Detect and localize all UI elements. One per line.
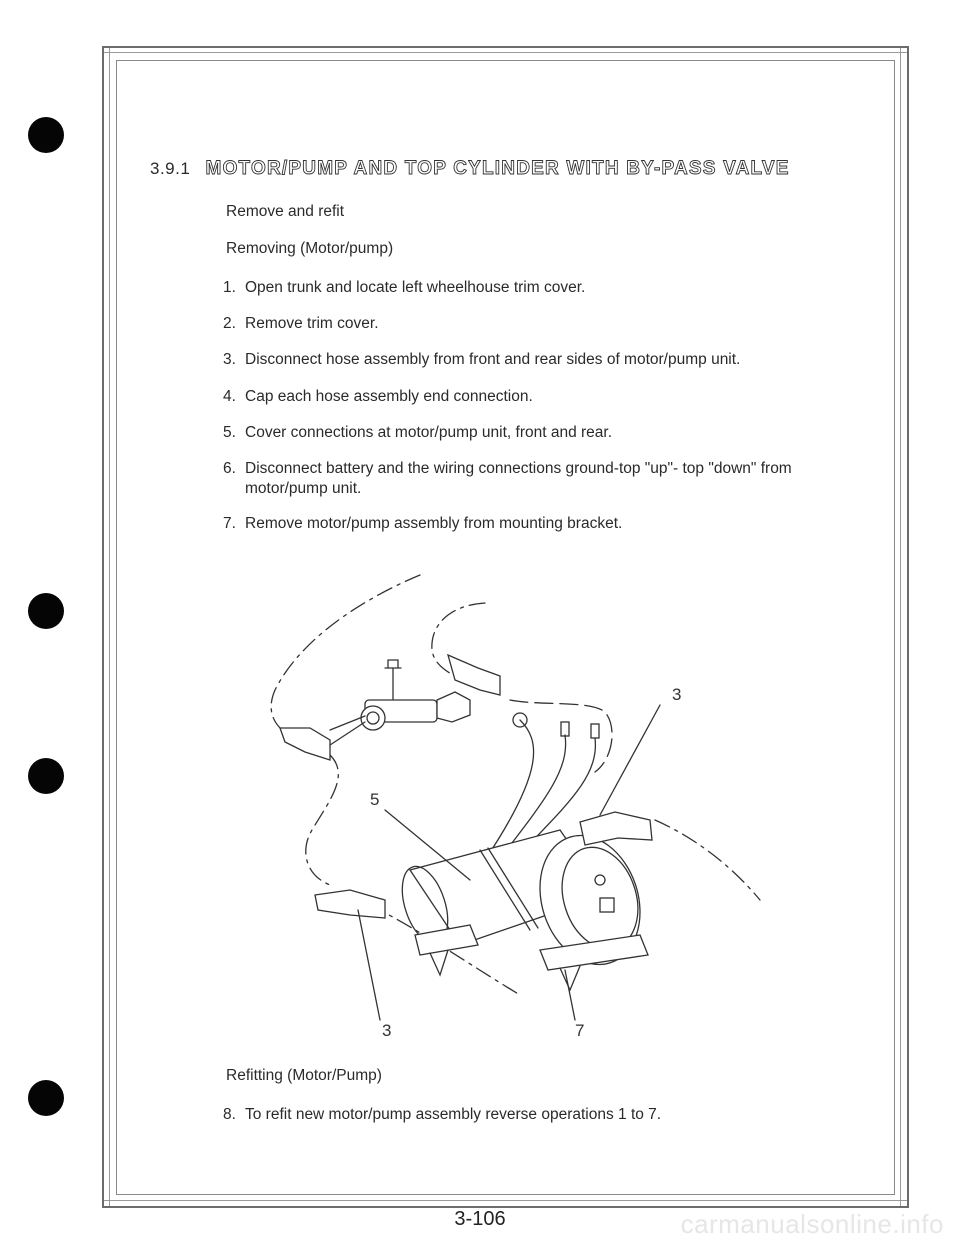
step-text: Open trunk and locate left wheelhouse trim cover.	[245, 279, 586, 296]
step-text: Disconnect battery and the wiring connections ground-top "up"- top "down" from	[245, 460, 792, 477]
refitting-heading: Refitting (Motor/Pump)	[226, 1067, 382, 1084]
watermark: carmanualsonline.info	[680, 1209, 944, 1239]
punch-hole-2	[28, 593, 64, 629]
step-number: 7.	[223, 515, 236, 532]
callout-7: 7	[575, 1021, 585, 1040]
punch-hole-1	[28, 117, 64, 153]
motor-drain-plug	[600, 898, 614, 912]
step-number: 4.	[223, 388, 236, 405]
step-7	[223, 515, 622, 533]
step-5	[223, 424, 612, 442]
elbow-fitting-left	[280, 728, 330, 760]
callout-5: 5	[370, 790, 380, 809]
step-3	[223, 351, 740, 369]
frame-rule-right	[900, 48, 901, 1206]
frame-rule-top	[104, 52, 907, 53]
step-number: 1.	[223, 279, 236, 296]
section-title: MOTOR/PUMP AND TOP CYLINDER WITH BY-PASS VALVE	[205, 158, 790, 179]
step-number: 8.	[223, 1106, 236, 1123]
step-number: 3.	[223, 351, 236, 368]
motor-pump-illustration	[250, 560, 770, 1040]
bypass-valve-nut	[361, 706, 385, 730]
frame-rule-bottom	[104, 1200, 907, 1201]
bypass-valve-stem	[385, 660, 401, 700]
section-heading	[150, 158, 790, 180]
elbow-fitting-top	[448, 655, 500, 695]
intro-removing-heading: Removing (Motor/pump)	[226, 240, 394, 257]
step-number: 6.	[223, 460, 236, 477]
punch-hole-4	[28, 1080, 64, 1116]
step-text: Remove trim cover.	[245, 315, 379, 332]
step-1	[223, 279, 585, 297]
callout-3-top: 3	[672, 685, 682, 704]
step-text: Cap each hose assembly end connection.	[245, 388, 533, 405]
step-8	[223, 1106, 661, 1124]
step-text: To refit new motor/pump assembly reverse operations 1 to 7.	[245, 1106, 662, 1123]
section-number: 3.9.1	[150, 159, 191, 178]
step-4	[223, 388, 533, 406]
page-number: 3-106	[454, 1208, 506, 1230]
frame-rule-left	[109, 48, 110, 1206]
step-number: 5.	[223, 424, 236, 441]
callout-3-bottom: 3	[382, 1021, 392, 1040]
step-text: Remove motor/pump assembly from mounting bracket.	[245, 515, 623, 532]
step-2	[223, 315, 379, 333]
step-number: 2.	[223, 315, 236, 332]
step-text: Disconnect hose assembly from front and rear sides of motor/pump unit.	[245, 351, 741, 368]
punch-hole-3	[28, 758, 64, 794]
step-text: Cover connections at motor/pump unit, front and rear.	[245, 424, 613, 441]
tee-fitting-top	[437, 692, 470, 722]
intro-remove-refit: Remove and refit	[226, 203, 345, 220]
step-text-continued: motor/pump unit.	[245, 480, 362, 497]
step-6	[223, 460, 792, 498]
